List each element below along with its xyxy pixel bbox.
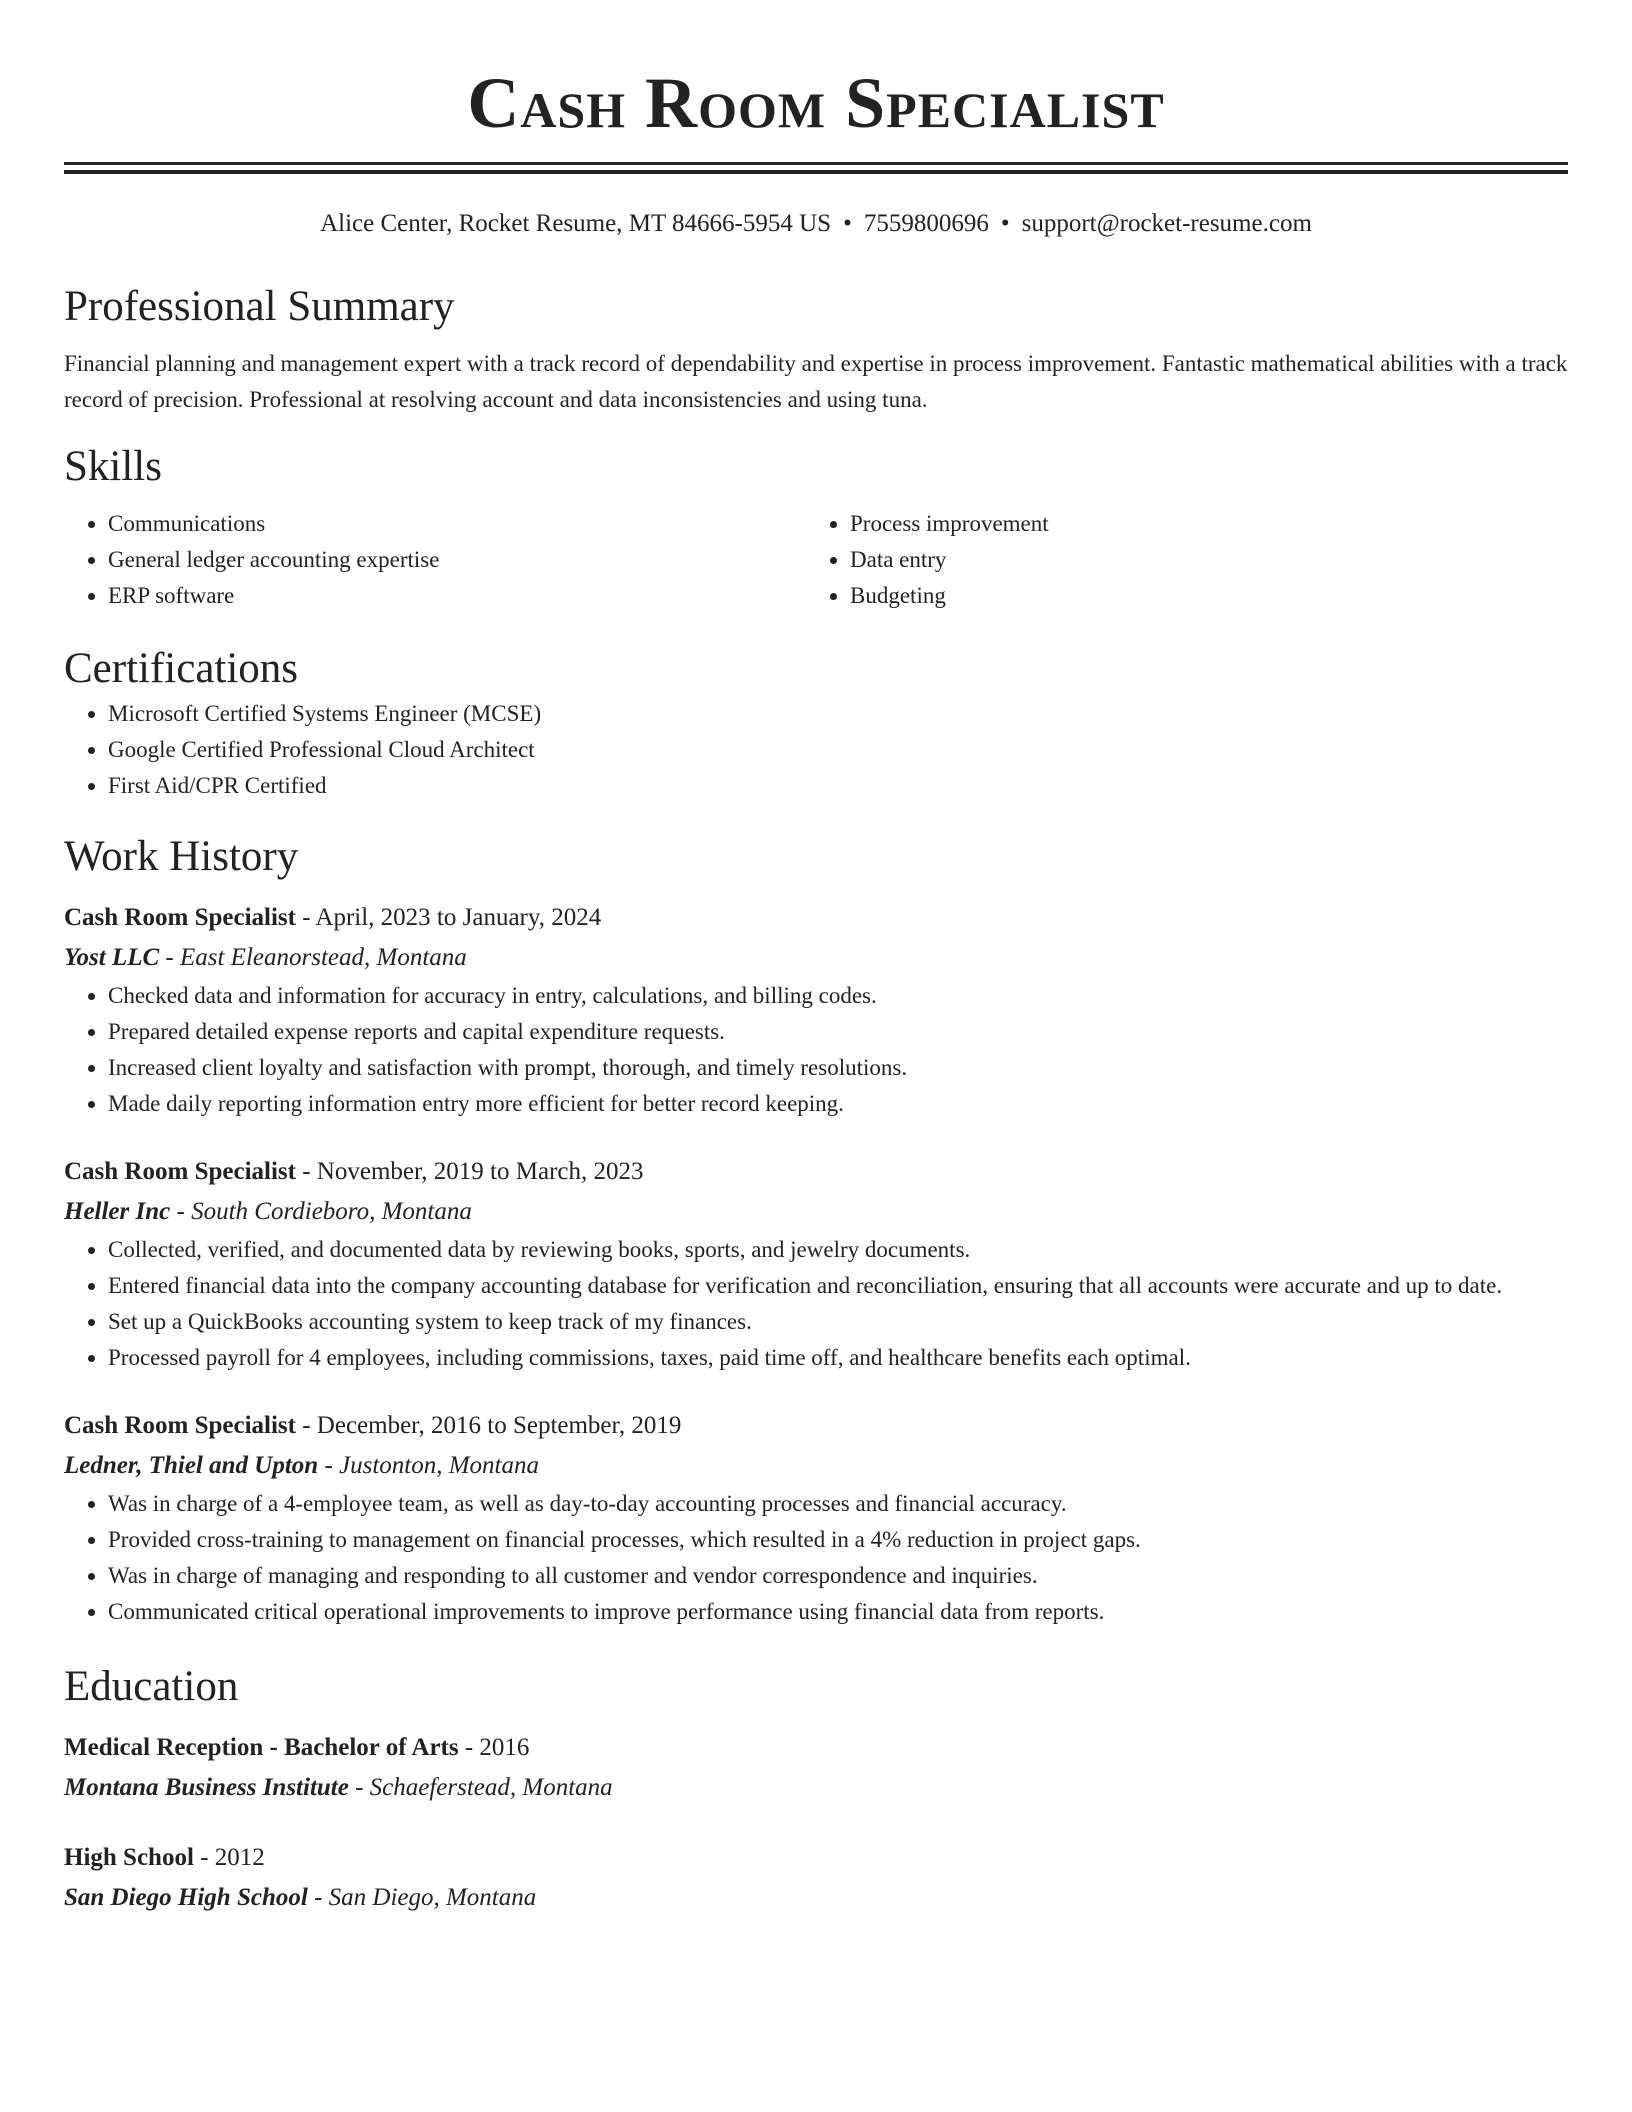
job-title-line bbox=[64, 1406, 1568, 1446]
job-bullet: • Entered financial data into the company accounting database for verification and reconciliation, ensuring that all accounts were accurate and up to date. bbox=[108, 1268, 1568, 1304]
job-entry bbox=[64, 1406, 1568, 1630]
education-degree-line bbox=[64, 1728, 1568, 1768]
education-heading: Education bbox=[64, 1663, 239, 1710]
skill-item: • ERP software bbox=[108, 578, 806, 614]
education-degree: Medical Reception - Bachelor of Arts bbox=[64, 1734, 459, 1761]
job-bullet: • Provided cross-training to management on financial processes, which resulted in a 4% reduction in project gaps. bbox=[108, 1522, 1568, 1558]
job-bullet: • Processed payroll for 4 employees, including commissions, taxes, paid time off, and healthcare benefits each optimal. bbox=[108, 1340, 1568, 1376]
certification-item: • Microsoft Certified Systems Engineer (MCSE) bbox=[108, 696, 1568, 732]
job-company-line bbox=[64, 938, 1568, 978]
job-bullet: • Was in charge of a 4-employee team, as well as day-to-day accounting processes and financial accuracy. bbox=[108, 1486, 1568, 1522]
summary-text: Financial planning and management expert with a track record of dependability and expertise in process improvement. Fantastic mathematical abilities with a track record of precision. Professional at resolving account and data inconsistencies and using tuna. bbox=[64, 351, 1568, 412]
skill-item: • Budgeting bbox=[850, 578, 1548, 614]
skills-list bbox=[64, 506, 1568, 614]
education-school-line bbox=[64, 1878, 1568, 1918]
education-school: Montana Business Institute bbox=[64, 1774, 349, 1801]
certifications-list bbox=[64, 696, 1568, 804]
job-bullets bbox=[64, 1232, 1568, 1376]
certification-item: • Google Certified Professional Cloud Architect bbox=[108, 732, 1568, 768]
job-company: Ledner, Thiel and Upton bbox=[64, 1452, 319, 1479]
job-title-line bbox=[64, 898, 1568, 938]
skills-column-right bbox=[806, 506, 1548, 614]
job-location: - Justonton, Montana bbox=[318, 1452, 540, 1479]
contact-line bbox=[64, 208, 1568, 240]
job-bullet: • Prepared detailed expense reports and capital expenditure requests. bbox=[108, 1014, 1568, 1050]
resume-name: Cash Room Specialist bbox=[467, 63, 1165, 143]
education-degree-line bbox=[64, 1838, 1568, 1878]
skills-column-left bbox=[64, 506, 806, 614]
job-company-line bbox=[64, 1446, 1568, 1486]
job-location: - East Eleanorstead, Montana bbox=[159, 944, 467, 971]
job-location: - South Cordieboro, Montana bbox=[170, 1198, 472, 1225]
job-title-line bbox=[64, 1152, 1568, 1192]
job-company-line bbox=[64, 1192, 1568, 1232]
job-bullet: • Communicated critical operational improvements to improve performance using financial data from reports. bbox=[108, 1594, 1568, 1630]
contact-address: Alice Center, Rocket Resume, MT 84666-5954 US bbox=[320, 210, 832, 237]
skill-item: • Communications bbox=[108, 506, 806, 542]
education-entry bbox=[64, 1728, 1568, 1808]
job-entry bbox=[64, 898, 1568, 1122]
job-company: Yost LLC bbox=[64, 944, 160, 971]
job-dates: - April, 2023 to January, 2024 bbox=[295, 904, 602, 931]
job-bullet: • Set up a QuickBooks accounting system to keep track of my finances. bbox=[108, 1304, 1568, 1340]
job-dates: - December, 2016 to September, 2019 bbox=[295, 1412, 682, 1439]
education-year: - 2016 bbox=[458, 1734, 530, 1761]
contact-phone: 7559800696 bbox=[863, 210, 989, 237]
education-entry bbox=[64, 1838, 1568, 1918]
contact-separator: • bbox=[843, 210, 852, 237]
job-bullets bbox=[64, 978, 1568, 1122]
job-bullet: • Was in charge of managing and responding to all customer and vendor correspondence and inquiries. bbox=[108, 1558, 1568, 1594]
certification-item: • First Aid/CPR Certified bbox=[108, 768, 1568, 804]
job-entry bbox=[64, 1152, 1568, 1376]
work-history-heading: Work History bbox=[64, 833, 299, 880]
education-location: - Schaeferstead, Montana bbox=[348, 1774, 613, 1801]
job-bullet: • Checked data and information for accuracy in entry, calculations, and billing codes. bbox=[108, 978, 1568, 1014]
education-degree: High School bbox=[64, 1844, 194, 1871]
job-bullets bbox=[64, 1486, 1568, 1630]
job-bullet: • Made daily reporting information entry more efficient for better record keeping. bbox=[108, 1086, 1568, 1122]
education-location: - San Diego, Montana bbox=[307, 1884, 537, 1911]
contact-email: support@rocket-resume.com bbox=[1021, 210, 1312, 237]
job-dates: - November, 2019 to March, 2023 bbox=[295, 1158, 644, 1185]
job-company: Heller Inc bbox=[64, 1198, 171, 1225]
skills-heading: Skills bbox=[64, 443, 162, 490]
summary-heading: Professional Summary bbox=[64, 283, 455, 330]
job-bullet: • Collected, verified, and documented data by reviewing books, sports, and jewelry documents. bbox=[108, 1232, 1568, 1268]
skill-item: • Process improvement bbox=[850, 506, 1548, 542]
header-divider bbox=[64, 162, 1568, 174]
education-school: San Diego High School bbox=[64, 1884, 308, 1911]
job-role: Cash Room Specialist bbox=[64, 1412, 296, 1439]
contact-separator: • bbox=[1000, 210, 1010, 237]
education-year: - 2012 bbox=[193, 1844, 265, 1871]
skill-item: • Data entry bbox=[850, 542, 1548, 578]
skill-item: • General ledger accounting expertise bbox=[108, 542, 806, 578]
job-role: Cash Room Specialist bbox=[64, 1158, 296, 1185]
job-bullet: • Increased client loyalty and satisfaction with prompt, thorough, and timely resolutions. bbox=[108, 1050, 1568, 1086]
certifications-heading: Certifications bbox=[64, 645, 299, 692]
education-school-line bbox=[64, 1768, 1568, 1808]
job-role: Cash Room Specialist bbox=[64, 904, 296, 931]
